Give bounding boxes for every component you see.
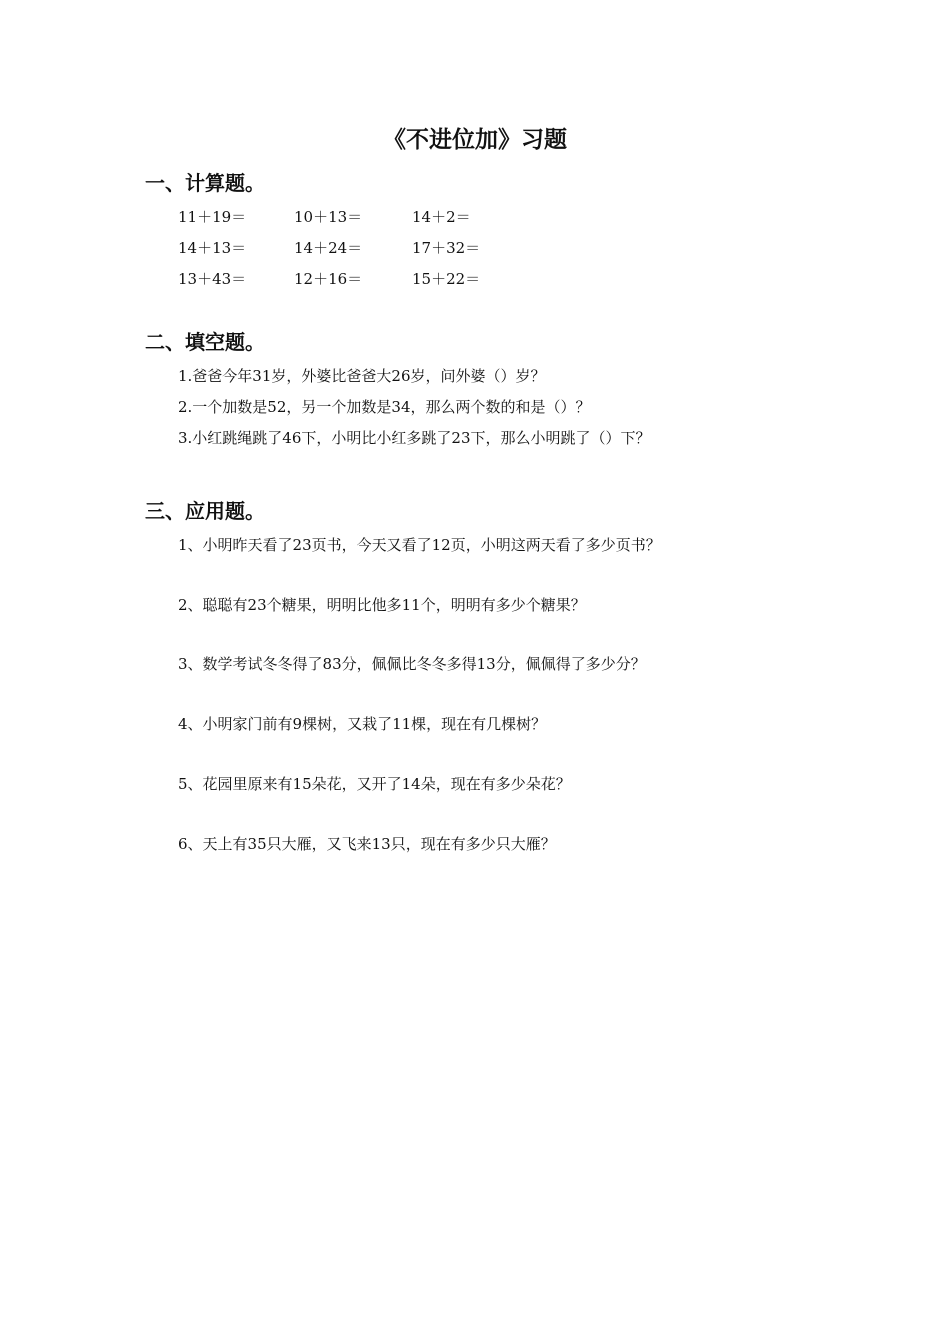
section-heading-word: 三、应用题。 [145,499,265,523]
calc-problem: 14＋13＝ [178,239,247,257]
word-problem-item: 6、天上有35只大雁，又飞来13只，现在有多少只大雁？ [178,835,556,853]
calc-problem: 13＋43＝ [178,270,247,288]
fill-blank-item: 3.小红跳绳跳了46下，小明比小红多跳了23下，那么小明跳了（）下？ [178,429,651,447]
calc-problem: 14＋24＝ [294,239,363,257]
fill-blank-item: 1.爸爸今年31岁，外婆比爸爸大26岁，问外婆（）岁？ [178,367,546,385]
calc-problem: 14＋2＝ [412,208,471,226]
calc-problem: 12＋16＝ [294,270,363,288]
fill-blank-item: 2.一个加数是52，另一个加数是34，那么两个数的和是（）？ [178,398,591,416]
section-heading-fill: 二、填空题。 [145,330,265,354]
calc-problem: 15＋22＝ [412,270,481,288]
word-problem-item: 3、数学考试冬冬得了83分，佩佩比冬冬多得13分，佩佩得了多少分？ [178,655,646,673]
word-problem-item: 4、小明家门前有9棵树，又栽了11棵，现在有几棵树？ [178,715,547,733]
section-heading-calc: 一、计算题。 [145,171,265,195]
calc-problem: 11＋19＝ [178,208,247,226]
word-problem-item: 5、花园里原来有15朵花，又开了14朵，现在有多少朵花？ [178,775,571,793]
calc-problem: 10＋13＝ [294,208,363,226]
calc-problem: 17＋32＝ [412,239,481,257]
word-problem-item: 2、聪聪有23个糖果，明明比他多11个，明明有多少个糖果？ [178,596,586,614]
page-title: 《不进位加》习题 [383,127,567,153]
word-problem-item: 1、小明昨天看了23页书，今天又看了12页，小明这两天看了多少页书？ [178,536,661,554]
